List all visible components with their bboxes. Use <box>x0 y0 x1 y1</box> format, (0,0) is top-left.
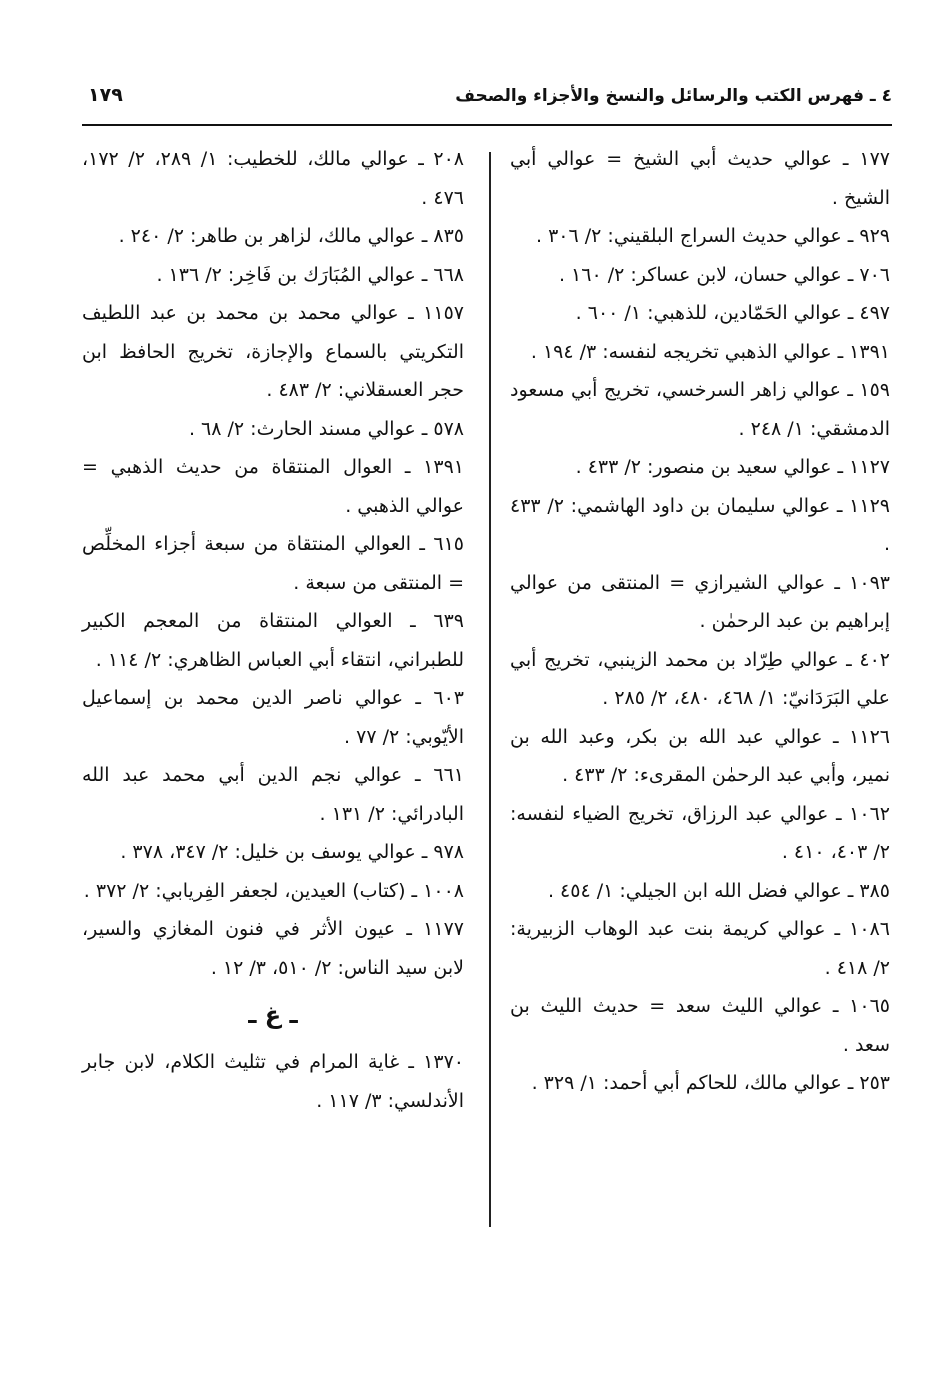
index-entry: ٨٣٥ ـ عوالي مالك، لزاهر بن طاهر: ٢/ ٢٤٠ . <box>118 225 464 247</box>
index-column-right <box>510 140 890 1103</box>
index-entry: ٦٣٩ ـ العوالي المنتقاة من المعجم الكبير للطبراني، انتقاء أبي العباس الظاهري: ٢/ ١١٤ . <box>82 610 464 671</box>
index-entry: ١٠٦٢ ـ عوالي عبد الرزاق، تخريج الضياء لنفسه: ٢/ ٤٠٣، ٤١٠ . <box>510 802 890 863</box>
index-entry: ٤٩٧ ـ عوالي الحَمّادين، للذهبي: ١/ ٦٠٠ . <box>575 302 890 324</box>
index-entry: ٩٧٨ ـ عوالي يوسف بن خليل: ٢/ ٣٤٧، ٣٧٨ . <box>120 841 464 863</box>
index-entry: ٦٦٨ ـ عوالي المُبَارَك بن فَاخِر: ٢/ ١٣٦ . <box>156 263 464 286</box>
index-entry: ١٥٩ ـ عوالي زاهر السرخسي، تخريج أبي مسعود الدمشقي: ١/ ٢٤٨ . <box>510 379 890 440</box>
index-entry: ٤٠٢ ـ عوالي طِرّاد بن محمد الزينبي، تخريج أبي علي البَرَدَانيّ: ١/ ٤٦٨، ٤٨٠، ٢/ ٢٨٥ . <box>510 648 890 709</box>
section-letter-heading: ـ غ ـ <box>248 1001 298 1029</box>
page-number: ١٧٩ <box>88 84 123 106</box>
index-entry: ٢٥٣ ـ عوالي مالك، للحاكم أبي أحمد: ١/ ٣٢٩ . <box>531 1072 890 1094</box>
index-entry: ١٣٩١ ـ العوال المنتقاة من حديث الذهبي = عوالي الذهبي . <box>82 456 464 517</box>
index-entry: ٢٠٨ ـ عوالي مالك، للخطيب: ١/ ٢٨٩، ٢/ ١٧٢، ٤٧٦ . <box>82 148 464 209</box>
index-entry: ١٠٠٨ ـ (كتاب) العيدين، لجعفر الفِريابي: ٢/ ٣٧٢ . <box>83 879 464 902</box>
index-entry: ٦٠٣ ـ عوالي ناصر الدين محمد بن إسماعيل الأيّوبي: ٢/ ٧٧ . <box>82 687 464 748</box>
header-rule <box>82 124 892 126</box>
index-entry: ١١٢٧ ـ عوالي سعيد بن منصور: ٢/ ٤٣٣ . <box>575 456 890 478</box>
index-entry: ٩٢٩ ـ عوالي حديث السراج البلقيني: ٢/ ٣٠٦ . <box>536 225 890 247</box>
index-entry: ١٠٦٥ ـ عوالي الليث سعد = حديث الليث بن سعد . <box>510 995 890 1056</box>
index-entry: ١٠٩٣ ـ عوالي الشيرازي = المنتقى من عوالي إبراهيم بن عبد الرحمٰن . <box>510 571 890 632</box>
index-entry: ١١٥٧ ـ عوالي محمد بن محمد بن عبد اللطيف التكريتي بالسماع والإجازة، تخريج الحافظ ابن حجر العسقلاني: ٢/ ٤٨٣ . <box>82 302 464 401</box>
index-entry: ١٠٨٦ ـ عوالي كريمة بنت عبد الوهاب الزبيرية: ٢/ ٤١٨ . <box>510 918 890 979</box>
running-title: ٤ ـ فهرس الكتب والرسائل والنسخ والأجزاء والصحف <box>455 86 892 106</box>
index-entry: ٥٧٨ ـ عوالي مسند الحارث: ٢/ ٦٨ . <box>188 417 464 440</box>
index-entry: ١٣٧٠ ـ غاية المرام في تثليث الكلام، لابن جابر الأندلسي: ٣/ ١١٧ . <box>82 1051 464 1112</box>
index-entry: ٦٦١ ـ عوالي نجم الدين أبي محمد عبد الله البادرائي: ٢/ ١٣١ . <box>82 764 464 825</box>
index-entry: ٣٨٥ ـ عوالي فضل الله ابن الجيلي: ١/ ٤٥٤ . <box>547 879 890 902</box>
index-column-left <box>82 140 464 1120</box>
index-entry: ١٣٩١ ـ عوالي الذهبي تخريجه لنفسه: ٣/ ١٩٤ . <box>530 340 890 363</box>
index-entry: ١٧٧ ـ عوالي حديث أبي الشيخ = عوالي أبي الشيخ . <box>510 148 890 209</box>
running-header <box>82 82 892 118</box>
index-entry: ١١٢٦ ـ عوالي عبد الله بن بكر، وعبد الله بن نمير، وأبي عبد الرحمٰن المقرىء: ٢/ ٤٣٣ . <box>510 725 890 786</box>
index-entry: ٦١٥ ـ العوالي المنتقاة من سبعة أجزاء المخلِّص = المنتقى من سبعة . <box>82 533 464 594</box>
index-entry: ١١٢٩ ـ عوالي سليمان بن داود الهاشمي: ٢/ ٤٣٣ . <box>510 494 890 555</box>
index-entry: ١١٧٧ ـ عيون الأثر في فنون المغازي والسير، لابن سيد الناس: ٢/ ٥١٠، ٣/ ١٢ . <box>82 918 464 979</box>
column-divider <box>489 152 491 1227</box>
index-entry: ٧٠٦ ـ عوالي حسان، لابن عساكر: ٢/ ١٦٠ . <box>558 263 890 286</box>
